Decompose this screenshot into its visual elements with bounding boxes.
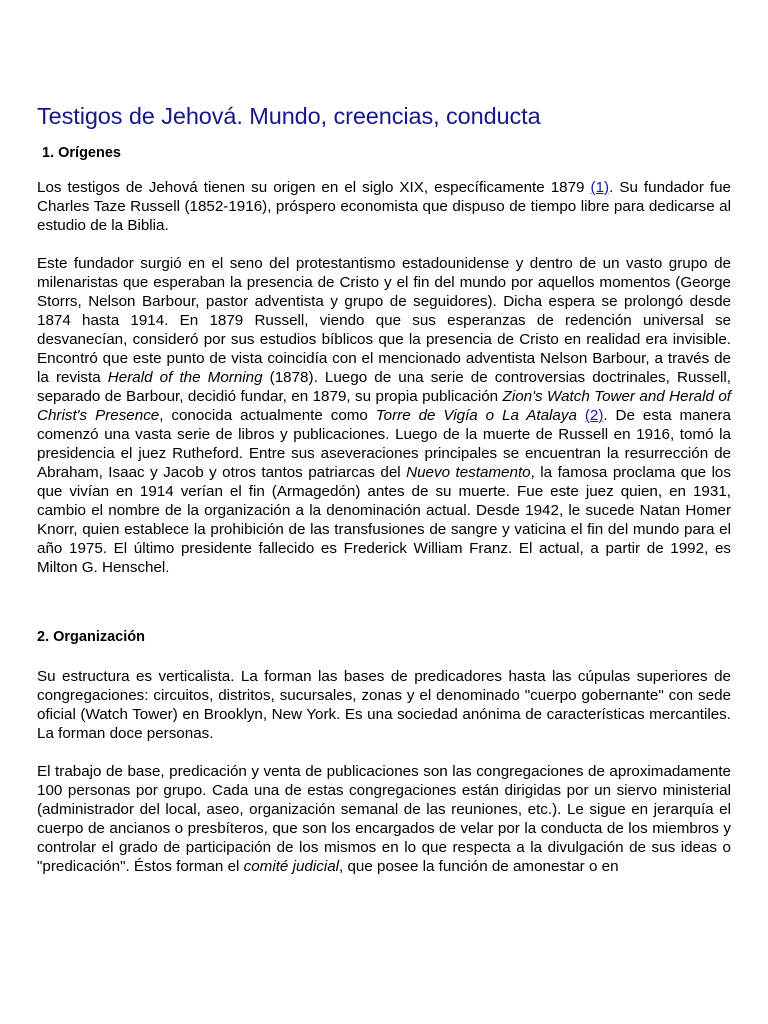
- footnote-link-2[interactable]: (2): [584, 407, 604, 424]
- italic-comite-judicial: comité judicial: [243, 858, 340, 875]
- paragraph-structure: Su estructura es verticalista. La forman las bases de predicadores hasta las cúpulas superiores de congregaciones: circuitos, distritos, sucursales, zonas y el denominado "cuerpo gobernante" con sede oficial (Watch Tower) en Brooklyn, New York. Es una sociedad anónima de características mercantiles. La forman doce personas.: [37, 668, 731, 742]
- italic-nuevo-testamento: Nuevo testamento: [406, 464, 531, 481]
- section-heading-origenes: 1. Orígenes: [42, 145, 121, 161]
- text-run: Los testigos de Jehová tienen su origen en el siglo XIX, específicamente 1879: [37, 179, 591, 196]
- footnote-link-1[interactable]: (1): [590, 179, 610, 196]
- document-page: [37, 101, 731, 876]
- paragraph-base-work: [37, 762, 731, 876]
- text-run: El trabajo de base, predicación y venta de publicaciones son las congregaciones de aproximadamente 100 personas por grupo. Cada una de estas congregaciones están dirigidas por un siervo ministerial (administrador del local, aseo, organización semanal de las reuniones, etc.). Le sigue en jerarquía el cuerpo de ancianos o presbíteros, que son los encargados de velar por la conducta de los miembros y controlar el grado de participación de los mismos en lo que respecta a la divulgación de sus ideas o "predicación". Éstos forman el: [37, 763, 731, 875]
- text-run: . Su fundador fue Charles Taze Russell (1852-1916), próspero economista que dispuso de tiempo libre para dedicarse al estudio de la Biblia.: [37, 179, 731, 234]
- text-run: , conocida actualmente como: [159, 407, 376, 424]
- paragraph-history: [37, 254, 731, 577]
- italic-title-herald: Herald of the Morning: [107, 369, 263, 386]
- paragraph-origin: [37, 178, 731, 235]
- text-run: , la famosa proclama que los que vivían en 1914 verían el fin (Armagedón) antes de su muerte. Fue este juez quien, en 1931, cambio el nombre de la organización a la denominación actual. Desde 1942, le sucede Natan Homer Knorr, quien establece la prohibición de las transfusiones de sangre y vaticina el fin del mundo para el año 1975. El último presidente fallecido es Frederick William Franz. El actual, a partir de 1992, es Milton G. Henschel.: [37, 464, 731, 576]
- italic-title-zions-watch-tower: Zion's Watch Tower and Herald of Christ's Presence: [37, 388, 731, 424]
- section-heading-organizacion: 2. Organización: [37, 629, 145, 645]
- text-run: . De esta manera comenzó una vasta serie de libros y publicaciones. Luego de la muerte de Russell en 1916, tomó la presidencia el juez Rutheford. Entre sus aseveraciones principales se encuentran la resurrección de Abraham, Isaac y Jacob y otros tantos patriarcas del: [37, 407, 731, 481]
- page-title: Testigos de Jehová. Mundo, creencias, conducta: [37, 103, 541, 129]
- text-run: Este fundador surgió en el seno del protestantismo estadounidense y dentro de un vasto grupo de milenaristas que esperaban la presencia de Cristo y el fin del mundo por aquellos momentos (George Storrs, Nelson Barbour, pastor adventista y grupo de seguidores). Dicha espera se prolongó desde 1874 hasta 1914. En 1879 Russell, viendo que sus esperanzas de redención universal se desvanecían, consideró por sus estudios bíblicos que la presencia de Cristo en realidad era invisible. Encontró que este punto de vista coincidía con el mencionado adventista Nelson Barbour, a través de la revista: [37, 255, 731, 386]
- text-run: , que posee la función de amonestar o en: [339, 858, 619, 875]
- text-run: (1878). Luego de una serie de controversias doctrinales, Russell, separado de Barbour, decidió fundar, en 1879, su propia publicación: [37, 369, 732, 405]
- text-run: [577, 407, 585, 424]
- italic-title-atalaya: Torre de Vigía o La Atalaya: [375, 407, 577, 424]
